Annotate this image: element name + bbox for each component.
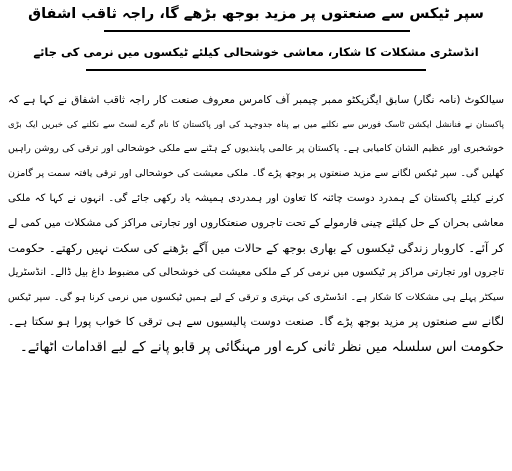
subheadline-underline — [86, 69, 426, 71]
body-line: پاکستان نے فنانشل ایکشن ٹاسک فورس سے نکلنے میں بے پناہ جدوجہد کی اور پاکستان کا نام گرے لسٹ سے نکلنے کی خبریں ایک بڑی — [8, 119, 504, 130]
body-line: حکومت اس سلسلہ میں نظر ثانی کرے اور مہنگائی پر قابو پانے کے لیے اقدامات اٹھائے۔ — [19, 338, 504, 355]
headline: سپر ٹیکس سے صنعتوں پر مزید بوجھ بڑھے گا، راجہ ثاقب اشفاق — [28, 6, 484, 22]
body-line: خوشخبری اور عظیم الشان کامیابی ہے۔ پاکستان پر عالمی پابندیوں کے ہٹنے سے ملکی خوشحالی اور ترقی کی روشن راہیں — [8, 143, 504, 155]
body-line: سیکٹر پہلے ہی مشکلات کا شکار ہے۔ انڈسٹری کی بہتری و ترقی کے لیے ہمیں ٹیکسوں میں نرمی کرنا ہو گی۔ سپر ٹیکس — [8, 291, 504, 303]
headline-row — [8, 2, 504, 28]
body-line: سیالکوٹ (نامہ نگار) سابق ایگزیکٹو ممبر چیمبر آف کامرس معروف صنعت کار راجہ ثاقب اشفاق نے کہا ہے کہ — [8, 94, 504, 106]
subheadline: انڈسٹری مشکلات کا شکار، معاشی خوشحالی کیلئے ٹیکسوں میں نرمی کی جائے — [33, 45, 479, 59]
body-line: تاجروں اور تجارتی مراکز پر ٹیکسوں میں نرمی کر کے ملکی معیشت کی خوشحالی کی مضبوط داغ بیل ڈالے۔ انڈسٹریل — [8, 266, 504, 278]
headline-underline — [104, 30, 410, 32]
body-line: لگانے سے صنعتوں پر مزید بوجھ پڑے گا۔ صنعت دوست پالیسیوں سے ہی ترقی کا خواب پورا ہو سکتا ہے۔ — [8, 315, 504, 329]
body-line: کھلیں گی۔ سپر ٹیکس لگانے سے مزید صنعتوں پر بوجھ پڑے گا۔ ملکی معیشت کی خوشحالی اور ترقی یافتہ سمت پر گامزن — [8, 168, 504, 180]
body-line: کرنے کیلئے پاکستان کے ہمدرد دوست چائنہ کا تعاون اور ہمدردی ہمیشہ یاد رکھی جائے گی۔ انہوں نے کہا کہ ملکی — [8, 192, 504, 204]
subheadline-row — [8, 40, 504, 66]
article-body — [8, 88, 504, 360]
body-line: معاشی بحران کے حل کیلئے چینی فارمولے کے تحت تاجروں صنعتکاروں اور تجارتی مراکز کی مشکلات میں کمی لے — [8, 217, 504, 230]
body-line: کر آئے۔ کاروبار زندگی ٹیکسوں کے بھاری بوجھ کے حالات میں آگے بڑھنے کی سکت نہیں رکھتے۔ حکومت — [8, 241, 504, 256]
